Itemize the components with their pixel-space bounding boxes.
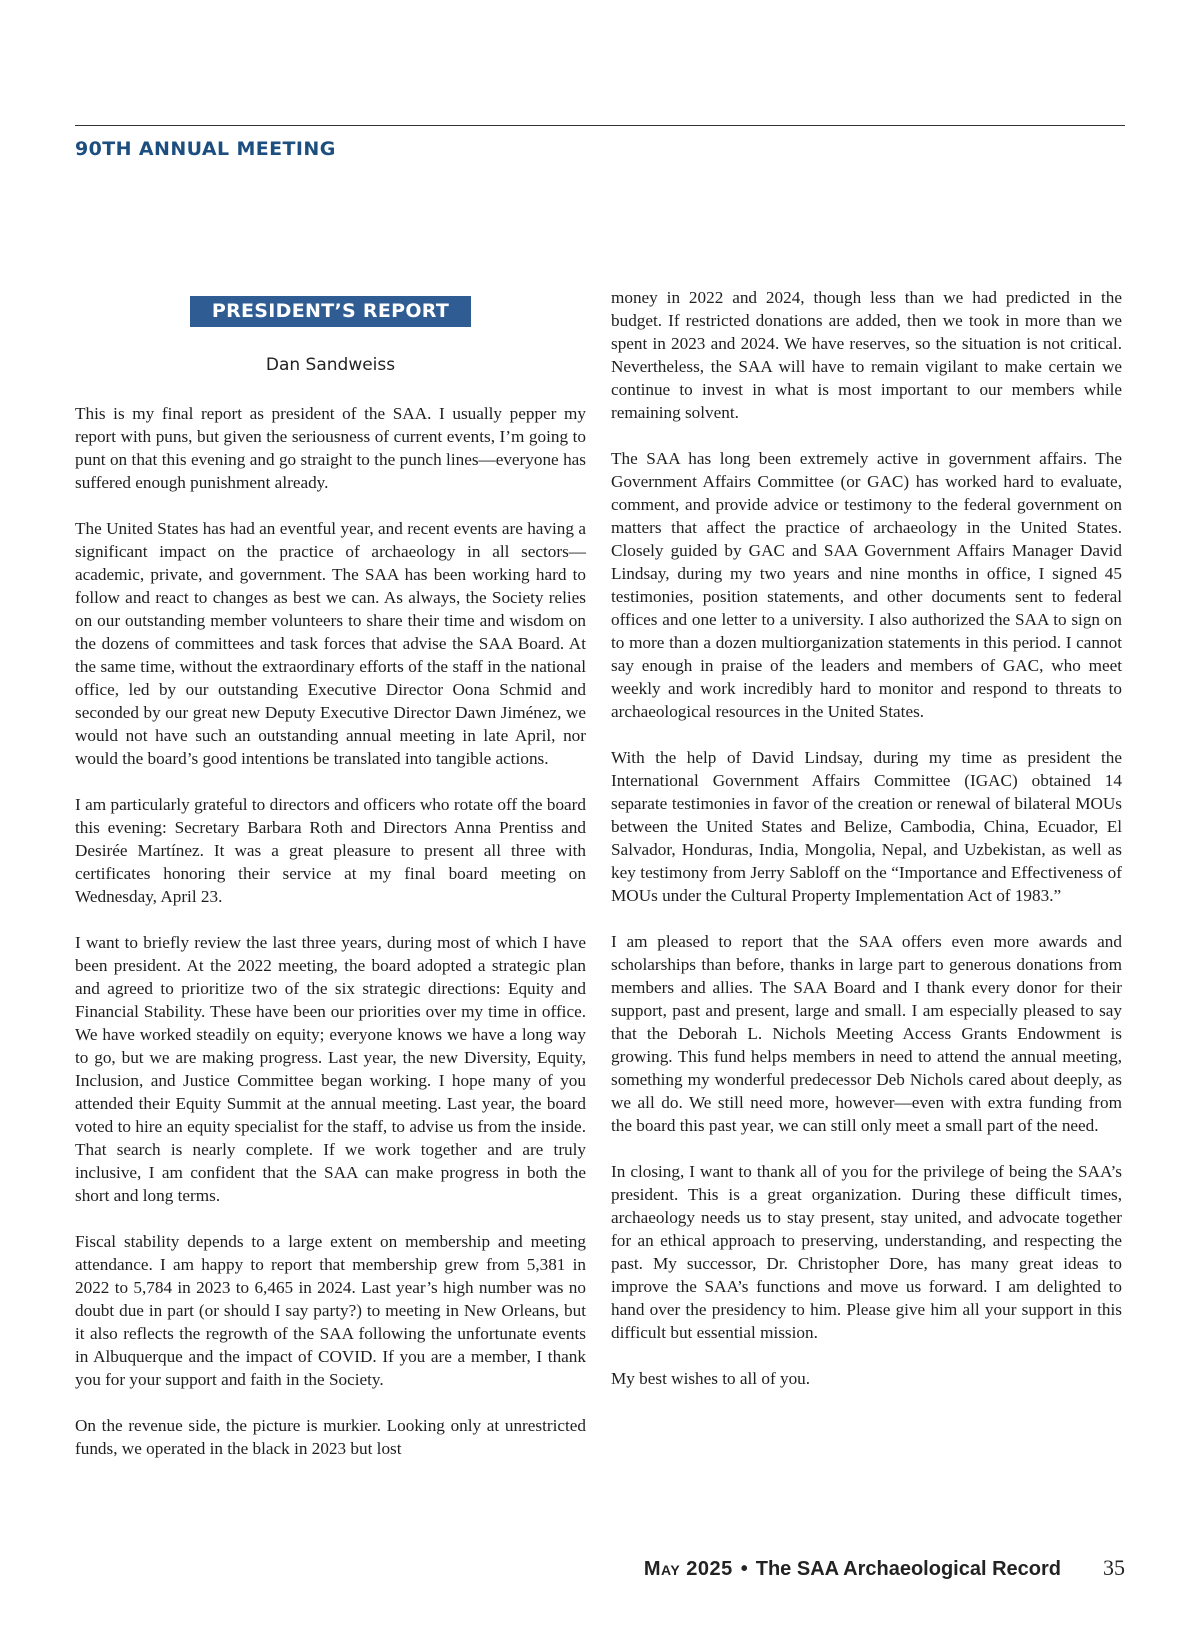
paragraph: On the revenue side, the picture is murkier. Looking only at unrestricted funds, we operated in the black in 2023 but lost [75, 1416, 586, 1458]
paragraph: The United States has had an eventful year, and recent events are having a significant impact on the practice of archaeology in all sectors—academic, private, and government. The SAA has been working hard to follow and react to changes as best we can. As always, the Society relies on our outstanding member volunteers to share their time and wisdom on the dozens of committees and task forces that advise the SAA Board. At the same time, without the extraordinary efforts of the staff in the national office, led by our outstanding Executive Director Oona Schmid and seconded by our great new Deputy Executive Director Dawn Jiménez, we would not have such an outstanding annual meeting in late April, nor would the board’s good intentions be translated into tangible actions. [75, 519, 586, 768]
author-name: Dan Sandweiss [265, 355, 396, 375]
paragraph: This is my final report as president of the SAA. I usually pepper my report with puns, but given the seriousness of current events, I’m going to punt on that this evening and go straight to the punch lines—everyone has suffered enough punishment already. [75, 404, 586, 492]
page-number: 35 [1103, 1555, 1125, 1580]
paragraph: My best wishes to all of you. [611, 1369, 811, 1388]
footer-publication: The SAA Archaeological Record [755, 1558, 1061, 1580]
paragraph: In closing, I want to thank all of you for the privilege of being the SAA’s president. This is a great organization. During these difficult times, archaeology needs us to stay present, stay united, and advocate together for an ethical approach to preserving, understanding, and respecting the past. My successor, Dr. Christopher Dore, has many great ideas to improve the SAA’s functions and move us forward. I am delighted to hand over the presidency to him. Please give him all your support in this difficult but essential mission. [611, 1162, 1122, 1342]
report-title: PRESIDENT’S REPORT [190, 296, 471, 327]
footer-month: May 2025 [643, 1558, 733, 1580]
footer-bullet: • [740, 1558, 748, 1580]
paragraph: Fiscal stability depends to a large extent on membership and meeting attendance. I am happy to report that membership grew from 5,381 in 2022 to 5,784 in 2023 to 6,465 in 2024. Last year’s high number was no doubt due in part (or should I say party?) to meeting in New Orleans, but it also reflects the regrowth of the SAA following the unfortunate events in Albuquerque and the impact of COVID. If you are a member, I thank you for your support and faith in the Society. [75, 1232, 586, 1389]
page-footer [644, 1555, 1125, 1581]
right-column [611, 286, 1122, 1413]
header-rule [75, 125, 1125, 126]
paragraph: money in 2022 and 2024, though less than we had predicted in the budget. If restricted donations are added, then we took in more than we spent in 2023 and 2024. We have reserves, so the situation is not critical. Nevertheless, the SAA will have to remain vigilant to make certain we continue to invest in what is most important to our members while remaining solvent. [611, 288, 1122, 422]
paragraph: The SAA has long been extremely active in government affairs. The Government Affairs Committee (or GAC) has worked hard to evaluate, comment, and provide advice or testimony to the federal government on matters that affect the practice of archaeology in the United States. Closely guided by GAC and SAA Government Affairs Manager David Lindsay, during my two years and nine months in office, I signed 45 testimonies, position statements, and other documents sent to federal offices and one letter to a university. I also authorized the SAA to sign on to more than a dozen multiorganization statements in this period. I cannot say enough in praise of the leaders and members of GAC, who meet weekly and work incredibly hard to monitor and respond to threats to archaeological resources in the United States. [611, 449, 1122, 721]
left-column [75, 402, 586, 1483]
paragraph: I am particularly grateful to directors and officers who rotate off the board this evening: Secretary Barbara Roth and Directors Anna Prentiss and Desirée Martínez. It was a great pleasure to present all three with certificates honoring their service at my final board meeting on Wednesday, April 23. [75, 795, 586, 906]
section-header: 90TH ANNUAL MEETING [75, 138, 336, 160]
paragraph: I want to briefly review the last three years, during most of which I have been president. At the 2022 meeting, the board adopted a strategic plan and agreed to prioritize two of the six strategic directions: Equity and Financial Stability. These have been our priorities over my time in office. We have worked steadily on equity; everyone knows we have a long way to go, but we are making progress. Last year, the new Diversity, Equity, Inclusion, and Justice Committee began working. I hope many of you attended their Equity Summit at the annual meeting. Last year, the board voted to hire an equity specialist for the staff, to advise us from the inside. That search is nearly complete. If we work together and are truly inclusive, I am confident that the SAA can make progress in both the short and long terms. [75, 933, 586, 1205]
paragraph: With the help of David Lindsay, during my time as president the International Government Affairs Committee (IGAC) obtained 14 separate testimonies in favor of the creation or renewal of bilateral MOUs between the United States and Belize, Cambodia, China, Ecuador, El Salvador, Honduras, India, Mongolia, Nepal, and Uzbekistan, as well as key testimony from Jerry Sabloff on the “Importance and Effectiveness of MOUs under the Cultural Property Implementation Act of 1983.” [611, 748, 1122, 905]
paragraph: I am pleased to report that the SAA offers even more awards and scholarships than before, thanks in large part to generous donations from members and allies. The SAA Board and I thank every donor for their support, past and present, large and small. I am especially pleased to say that the Deborah L. Nichols Meeting Access Grants Endowment is growing. This fund helps members in need to attend the annual meeting, something my wonderful predecessor Deb Nichols cared about deeply, as we all do. We still need more, however—even with extra funding from the board this past year, we can still only meet a small part of the need. [611, 932, 1122, 1135]
